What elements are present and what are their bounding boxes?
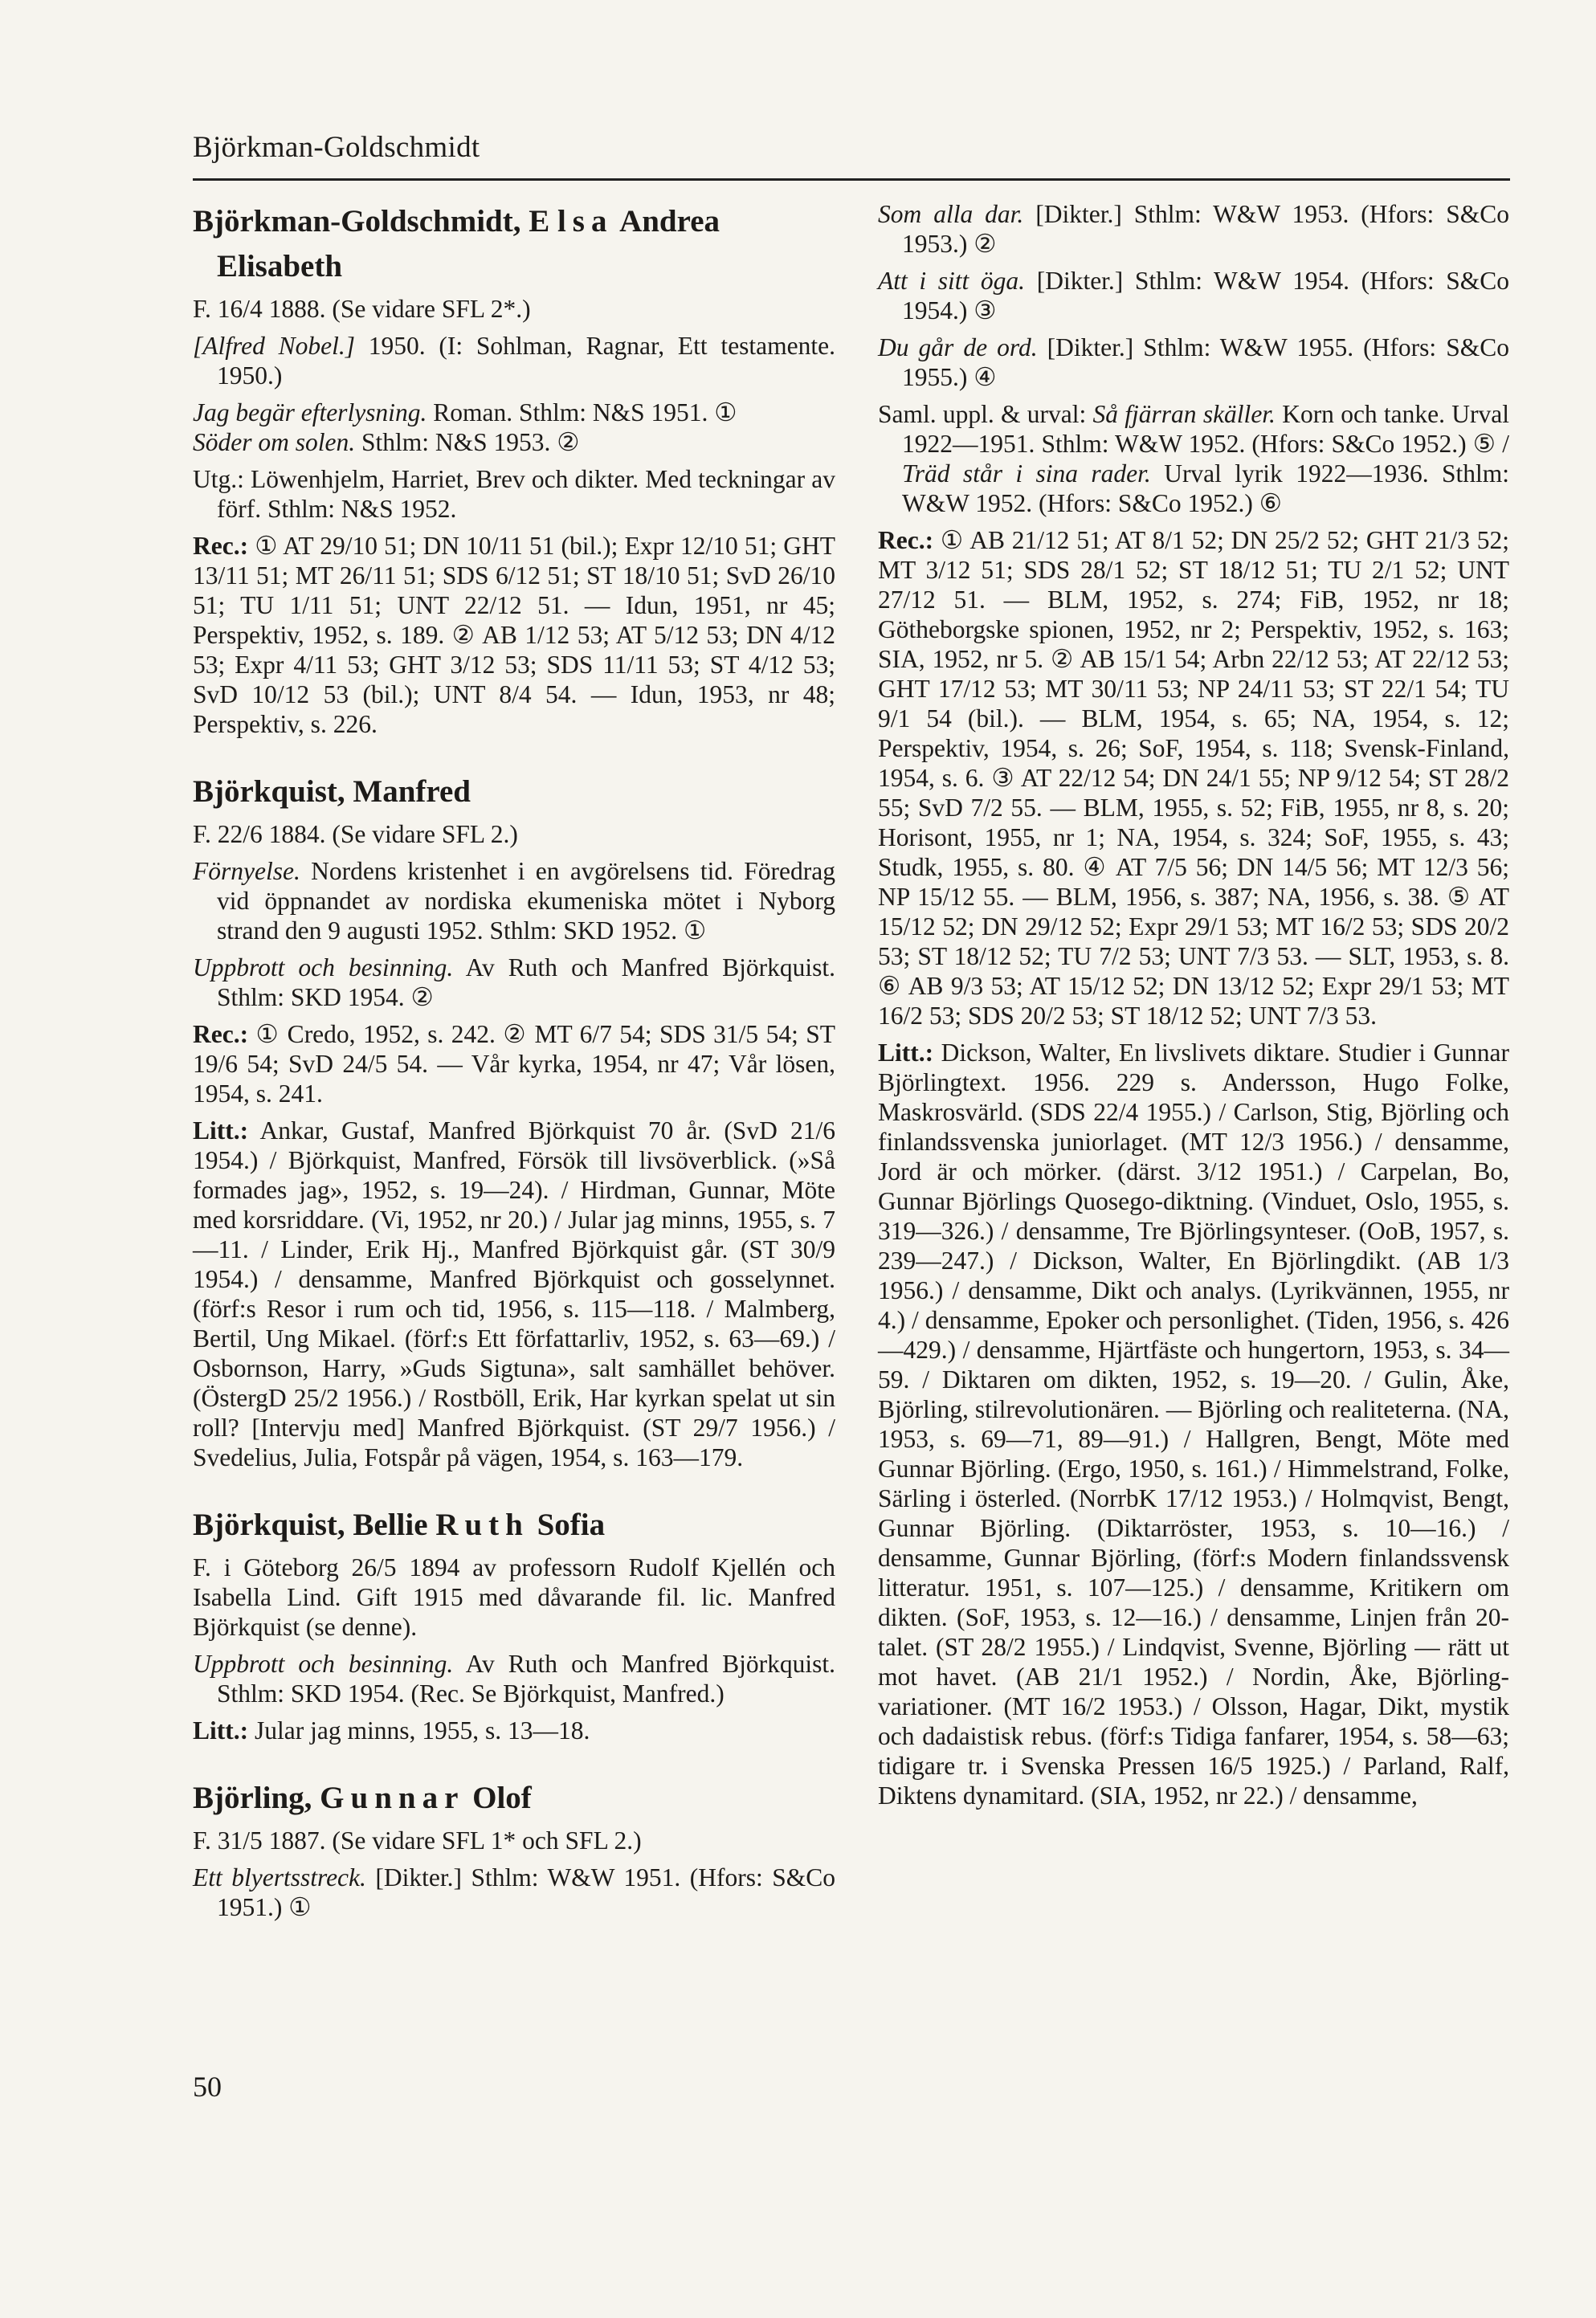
right-column <box>878 199 1509 1818</box>
work-title: Du går de ord. <box>878 333 1038 361</box>
work-details: Roman. Sthlm: N&S 1951. ① <box>427 398 737 426</box>
entry-name-part: Björling, <box>193 1781 320 1815</box>
work-item <box>878 333 1509 392</box>
work-title: Som alla dar. <box>878 200 1024 228</box>
collected-editions <box>878 399 1509 518</box>
header-rule <box>193 178 1510 181</box>
work-details: 1950. (I: Sohlman, Ragnar, Ett testamente. 1950.) <box>217 332 836 390</box>
work-title: Jag begär efterlysning. <box>193 398 427 426</box>
entry-name-spaced: Gunnar <box>320 1781 465 1815</box>
entry-title <box>193 1503 835 1548</box>
literature-text: Jular jag minns, 1955, s. 13—18. <box>248 1716 590 1745</box>
birth-info: F. 16/4 1888. (Se vidare SFL 2*.) <box>193 295 531 323</box>
entry-name-spaced: Ruth <box>435 1508 529 1542</box>
work-item <box>193 1863 835 1922</box>
reviews-paragraph <box>193 531 835 739</box>
work-title: Ett blyertsstreck. <box>193 1863 366 1892</box>
work-details: [Dikter.] Sthlm: W&W 1955. (Hfors: S&Co 1955.) ④ <box>902 333 1509 391</box>
work-details: [Dikter.] Sthlm: W&W 1953. (Hfors: S&Co 1953.) ② <box>902 200 1509 258</box>
birth-info: F. 31/5 1887. (Se vidare SFL 1* och SFL 2.) <box>193 1826 642 1855</box>
entry-name-part: Olof <box>464 1781 532 1815</box>
entry-name-part: Björkquist, Bellie <box>193 1508 436 1542</box>
work-item <box>193 427 835 457</box>
editions-note: Utg.: Löwenhjelm, Harriet, Brev och dikter. Med teckningar av förf. Sthlm: N&S 1952. <box>193 465 835 523</box>
work-details: Urval lyrik 1922—1936. Sthlm: W&W 1952. (Hfors: S&Co 1952.) ⑥ <box>902 459 1509 517</box>
work-title: Förnyelse. <box>193 857 300 885</box>
reviews-label: Rec.: <box>193 532 249 560</box>
work-item <box>878 266 1509 325</box>
work-details: Korn och tanke. Urval 1922—1951. Sthlm: W&W 1952. (Hfors: S&Co 1952.) ⑤ / <box>902 400 1510 458</box>
entry-name-spaced: lsa <box>557 204 614 239</box>
reviews-text: ① AB 21/12 51; AT 8/1 52; DN 25/2 52; GHT 21/3 52; MT 3/12 51; SDS 28/1 52; ST 18/12 51; TU 2/1 52; UNT 27/12 51. — BLM, 1952, s. 274; FiB, 1952, nr 18; Götheborgske spionen, 1952, nr 2; Perspektiv, 1952, s. 163; SIA, 1952, nr 5. ② AB 15/1 54; Arbn 22/12 53; AT 22/12 53; GHT 17/12 53; MT 30/11 53; NP 24/11 53; ST 22/1 54; TU 9/1 54 (bil.). — BLM, 1954, s. 65; NA, 1954, s. 12; Perspektiv, 1954, s. 26; SoF, 1954, s. 118; Svensk-Finland, 1954, s. 6. ③ AT 22/12 54; DN 24/1 55; NP 9/12 54; ST 28/2 55; SvD 7/2 55. — BLM, 1955, s. 52; FiB, 1955, nr 8, s. 20; Horisont, 1955, nr 1; NA, 1954, s. 324; SoF, 1955, s. 43; Studk, 1955, s. 80. ④ AT 7/5 56; DN 14/5 56; MT 12/3 56; NP 15/12 55. — BLM, 1956, s. 387; NA, 1956, s. 38. ⑤ AT 15/12 52; DN 29/12 52; Expr 29/1 53; MT 16/2 53; SDS 20/2 53; ST 18/12 52; TU 7/2 53; UNT 7/3 53. — SLT, 1953, s. 8. ⑥ AB 9/3 53; AT 15/12 52; DN 13/12 52; Expr 29/1 53; MT 16/2 53; SDS 20/2 53; ST 18/12 52; UNT 7/3 53. <box>878 526 1509 1030</box>
reviews-text: ① AT 29/10 51; DN 10/11 51 (bil.); Expr 12/10 51; GHT 13/11 51; MT 26/11 51; SDS 6/12 51; ST 18/10 51; SvD 26/10 51; TU 1/11 51; UNT 22/12 51. — Idun, 1951, nr 45; Perspektiv, 1952, s. 189. ② AB 1/12 53; AT 5/12 53; DN 4/12 53; Expr 4/11 53; GHT 3/12 53; SDS 11/11 53; ST 4/12 53; SvD 10/12 53 (bil.); UNT 8/4 54. — Idun, 1953, nr 48; Perspektiv, s. 226. <box>193 532 835 738</box>
literature-paragraph <box>193 1716 835 1745</box>
birth-info: F. 22/6 1884. (Se vidare SFL 2.) <box>193 820 518 848</box>
reviews-label: Rec.: <box>193 1020 249 1048</box>
entry-name-part: Andrea Elisabeth <box>217 204 720 284</box>
work-details: [Dikter.] Sthlm: W&W 1954. (Hfors: S&Co 1954.) ③ <box>902 267 1509 324</box>
work-details: Nordens kristenhet i en avgörelsens tid. Föredrag vid öppnandet av nordiska ekumeniska mötet i Nyborg strand den 9 augusti 1952. Sthlm: SKD 1952. ① <box>217 857 835 945</box>
work-title: Så fjärran skäller. <box>1092 400 1276 428</box>
work-title: Uppbrott och besinning. <box>193 953 454 981</box>
reviews-paragraph <box>193 1019 835 1108</box>
literature-label: Litt.: <box>193 1116 249 1145</box>
birth-info: F. i Göteborg 26/5 1894 av professorn Rudolf Kjellén och Isabella Lind. Gift 1915 med dåvarande fil. lic. Manfred Björkquist (se denne). <box>193 1553 835 1641</box>
work-item <box>193 1649 835 1708</box>
collected-label: Saml. uppl. & urval: <box>878 400 1093 428</box>
left-column <box>193 199 835 1929</box>
work-item <box>193 331 835 390</box>
literature-label: Litt.: <box>193 1716 249 1745</box>
work-item <box>193 398 835 427</box>
work-title: Söder om solen. <box>193 428 356 456</box>
work-title: Uppbrott och besinning. <box>193 1650 454 1678</box>
reviews-label: Rec.: <box>878 526 934 554</box>
page-number: 50 <box>193 2071 222 2103</box>
literature-text: Dickson, Walter, En livslivets diktare. Studier i Gunnar Björlingtext. 1956. 229 s. Andersson, Hugo Folke, Maskrosvärld. (SDS 22/4 1955.) / Carlson, Stig, Björling och finlandssvenska juniorlaget. (MT 12/3 1956.) / densamme, Jord är och mörker. (därst. 3/12 1951.) / Carpelan, Bo, Gunnar Björlings Quosego-diktning. (Vinduet, Oslo, 1955, s. 319—326.) / densamme, Tre Björlingsynteser. (OoB, 1957, s. 239—247.) / Dickson, Walter, En Björlingdikt. (AB 1/3 1956.) / densamme, Dikt och analys. (Lyrikvännen, 1955, nr 4.) / densamme, Epoker och personlighet. (Tiden, 1956, s. 426—429.) / densamme, Hjärtfäste och hungertorn, 1953, s. 34—59. / Diktaren om dikten, 1952, s. 19—20. / Gulin, Åke, Björling, stilrevolutionären. — Björling och realiteterna. (NA, 1953, s. 69—71, 89—91.) / Hallgren, Bengt, Möte med Gunnar Björling. (Ergo, 1950, s. 161.) / Himmelstrand, Folke, Särling i österled. (NorrbK 17/12 1953.) / Holmqvist, Bengt, Gunnar Björling. (Diktarröster, 1953, s. 10—16.) / densamme, Gunnar Björling, (förf:s Modern finlandssvensk litteratur. 1951, s. 107—125.) / densamme, Kritikern om dikten. (SoF, 1953, s. 12—16.) / densamme, Linjen från 20-talet. (ST 28/2 1955.) / Lindqvist, Svenne, Björling — rätt ut mot havet. (AB 21/1 1952.) / Nordin, Åke, Björling-variationer. (MT 16/2 1953.) / Olsson, Hagar, Dikt, mystik och dadaistisk rebus. (förf:s Tidiga fanfarer, 1954, s. 58—63; tidigare tr. i Svenska Pressen 16/5 1925.) / Parland, Ralf, Diktens dynamitard. (SIA, 1952, nr 22.) / densamme, <box>878 1039 1509 1810</box>
literature-text: Ankar, Gustaf, Manfred Björkquist 70 år. (SvD 21/6 1954.) / Björkquist, Manfred, Försök till livsöverblick. (»Så formades jag», 1952, s. 19—24). / Hirdman, Gunnar, Möte med korsriddare. (Vi, 1952, nr 20.) / Jular jag minns, 1955, s. 7—11. / Linder, Erik Hj., Manfred Björkquist går. (ST 30/9 1954.) / densamme, Manfred Björkquist och gosselynnet. (förf:s Resor i rum och tid, 1956, s. 115—118. / Malmberg, Bertil, Ung Mikael. (förf:s Ett författarliv, 1952, s. 63—69.) / Osbornson, Harry, »Guds Sigtuna», salt samhället behöver. (ÖstergD 25/2 1956.) / Rostböll, Erik, Har kyrkan spelat ut sin roll? [Intervju med] Manfred Björkquist. (ST 29/7 1956.) / Svedelius, Julia, Fotspår på vägen, 1954, s. 163—179. <box>193 1116 835 1471</box>
entry-title <box>193 199 835 289</box>
work-details: [Dikter.] Sthlm: W&W 1951. (Hfors: S&Co 1951.) ① <box>217 1863 835 1921</box>
entry-title: Björkquist, Manfred <box>193 774 471 809</box>
entry-name-part: Sofia <box>529 1508 606 1542</box>
work-item <box>193 953 835 1012</box>
literature-paragraph <box>193 1116 835 1472</box>
work-title: Att i sitt öga. <box>878 267 1026 295</box>
work-details: Sthlm: N&S 1953. ② <box>355 428 580 456</box>
running-head: Björkman-Goldschmidt <box>193 131 480 164</box>
work-details: Av Ruth och Manfred Björkquist. Sthlm: SKD 1954. (Rec. Se Björkquist, Manfred.) <box>217 1650 835 1708</box>
work-details: Av Ruth och Manfred Björkquist. Sthlm: SKD 1954. ② <box>217 953 835 1011</box>
work-title: [Alfred Nobel.] <box>193 332 355 360</box>
reviews-text: ① Credo, 1952, s. 242. ② MT 6/7 54; SDS 31/5 54; ST 19/6 54; SvD 24/5 54. — Vår kyrka, 1954, nr 47; Vår lösen, 1954, s. 241. <box>193 1020 835 1108</box>
literature-label: Litt.: <box>878 1039 934 1067</box>
literature-paragraph <box>878 1038 1509 1810</box>
work-item <box>193 856 835 945</box>
entry-name-part: Björkman-Goldschmidt, E <box>193 204 550 239</box>
reviews-paragraph <box>878 525 1509 1030</box>
work-item <box>878 199 1509 259</box>
entry-title <box>193 1776 835 1821</box>
work-title: Träd står i sina rader. <box>902 459 1151 488</box>
